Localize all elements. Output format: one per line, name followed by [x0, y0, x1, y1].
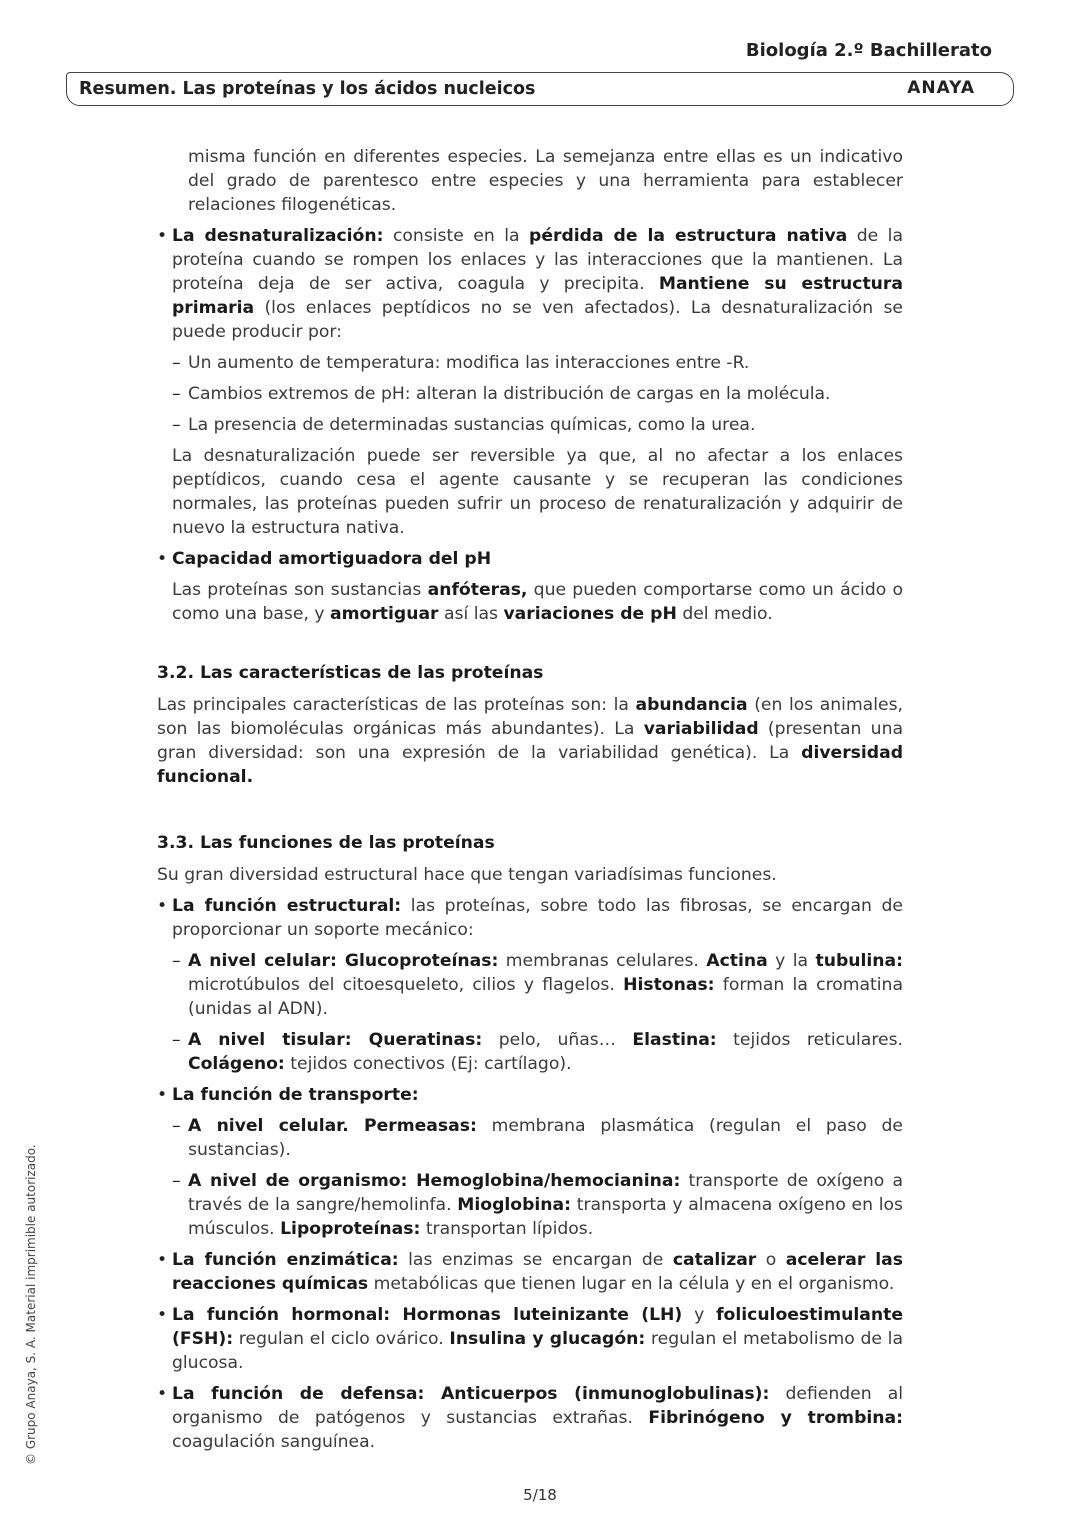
text: microtúbulos del citoesqueleto, cilios y flagelos.	[188, 975, 624, 995]
bold-text: Lipoproteínas:	[280, 1219, 421, 1239]
bold-label: A nivel tisular: Queratinas:	[188, 1030, 483, 1050]
sec33-intro: Su gran diversidad estructural hace que tengan variadísimas funciones.	[157, 865, 777, 885]
text: del medio.	[676, 604, 773, 624]
dash-mark: –	[172, 1116, 181, 1136]
text: La presencia de determinadas sustancias químicas, como la urea.	[188, 415, 756, 435]
text: regulan el ciclo ovárico.	[233, 1329, 450, 1349]
dash-item	[157, 949, 903, 1021]
text: metabólicas que tienen lugar en la célula y en el organismo.	[368, 1274, 895, 1294]
dash-mark: –	[172, 1171, 181, 1191]
text: Las proteínas son sustancias	[172, 580, 428, 600]
dash-item	[157, 382, 903, 406]
text: transporte de oxígeno a través de la sangre/hemolinfa.	[188, 1171, 903, 1215]
bullet-amortiguadora	[157, 547, 903, 571]
publisher-logo: ANAYA	[907, 78, 975, 98]
text: regulan el metabolismo de la glucosa.	[172, 1329, 903, 1373]
text: que pueden comportarse como un ácido o como una base, y	[172, 580, 903, 624]
text: o	[756, 1250, 786, 1270]
dash-item	[157, 1169, 903, 1241]
dash-mark: –	[172, 384, 181, 404]
bold-text: catalizar	[672, 1250, 757, 1270]
text: las enzimas se encargan de	[398, 1250, 673, 1270]
bold-text: diversidad funcional.	[157, 743, 903, 787]
dash-item	[157, 413, 903, 437]
header-bar	[66, 72, 1014, 106]
text: así las	[438, 604, 504, 624]
bold-text: acelerar las reacciones químicas	[172, 1250, 904, 1294]
bullet-enzimatica	[157, 1248, 903, 1296]
bold-label: A nivel celular: Glucoproteínas:	[188, 951, 499, 971]
text: (presentan una gran diversidad: son una expresión de la variabilidad genética). La	[157, 719, 903, 763]
bold-text: variaciones de pH	[503, 604, 677, 624]
bold-text: Fibrinógeno y trombina:	[648, 1408, 903, 1428]
bold-text: tubulina:	[815, 951, 903, 971]
copyright-notice: © Grupo Anaya, S. A. Material imprimible autorizado.	[24, 1144, 38, 1465]
bullet-estructural	[157, 894, 903, 942]
page-number: 5/18	[523, 1486, 557, 1504]
bold-label: La función estructural:	[172, 896, 402, 916]
text: pelo, uñas…	[482, 1030, 633, 1050]
bullet-defensa	[157, 1382, 903, 1454]
bold-label: La función de transporte:	[172, 1085, 419, 1105]
bold-label: A nivel de organismo: Hemoglobina/hemocianina:	[188, 1171, 681, 1191]
desnat-paragraph: La desnaturalización puede ser reversible ya que, al no afectar a los enlaces peptídicos, cuando cesa el agente causante y se recuperan las condiciones normales, las proteínas pueden sufrir un proceso de renaturalización y adquirir de nuevo la estructura nativa.	[172, 446, 903, 538]
page-title: Resumen. Las proteínas y los ácidos nucleicos	[79, 79, 536, 99]
dash-mark: –	[172, 1030, 181, 1050]
continued-paragraph: misma función en diferentes especies. La semejanza entre ellas es un indicativo del grado de parentesco entre especies y una herramienta para establecer relaciones filogenéticas.	[188, 147, 903, 215]
bold-label: La función enzimática:	[172, 1250, 399, 1270]
bold-label: A nivel celular. Permeasas:	[188, 1116, 477, 1136]
text: Las principales características de las proteínas son: la	[157, 695, 636, 715]
dash-mark: –	[172, 951, 181, 971]
text: y	[682, 1305, 717, 1325]
text: las proteínas, sobre todo las fibrosas, se encargan de proporcionar un soporte mecánico:	[172, 896, 903, 940]
dash-item	[157, 1114, 903, 1162]
bold-text: Insulina y glucagón:	[449, 1329, 646, 1349]
section-heading-3-3: 3.3. Las funciones de las proteínas	[157, 833, 495, 853]
dash-item	[157, 1028, 903, 1076]
text: Cambios extremos de pH: alteran la distribución de cargas en la molécula.	[188, 384, 831, 404]
text: membrana plasmática (regulan el paso de sustancias).	[188, 1116, 903, 1160]
bold-label: La desnaturalización:	[172, 226, 384, 246]
dash-mark: –	[172, 415, 181, 435]
bold-text: amortiguar	[330, 604, 439, 624]
bold-text: Actina	[706, 951, 768, 971]
bold-text: Mantiene su estructura primaria	[172, 274, 903, 318]
text: transportan lípidos.	[420, 1219, 594, 1239]
text: Un aumento de temperatura: modifica las interacciones entre -R.	[188, 353, 750, 373]
dash-item	[157, 351, 903, 375]
bold-text: variabilidad	[643, 719, 759, 739]
course-label: Biología 2.º Bachillerato	[745, 40, 992, 61]
bold-label: La función hormonal: Hormonas luteinizante (LH)	[172, 1305, 683, 1325]
text: transporta y almacena oxígeno en los músculos.	[188, 1195, 903, 1239]
bullet-desnaturalizacion	[157, 224, 903, 344]
text: consiste en la	[383, 226, 530, 246]
text: (los enlaces peptídicos no se ven afectados). La desnaturalización se puede producir por:	[172, 298, 903, 342]
bold-text: Elastina:	[632, 1030, 717, 1050]
bold-label: La función de defensa: Anticuerpos (inmunoglobulinas):	[172, 1384, 770, 1404]
bold-text: anfóteras,	[427, 580, 528, 600]
bold-text: Mioglobina:	[457, 1195, 571, 1215]
bold-text: abundancia	[635, 695, 748, 715]
section-heading-3-2: 3.2. Las características de las proteínas	[157, 663, 544, 683]
text: defienden al organismo de patógenos y sustancias extrañas.	[172, 1384, 904, 1428]
text: forman la cromatina (unidas al ADN).	[188, 975, 903, 1019]
bullet-hormonal	[157, 1303, 903, 1375]
text: coagulación sanguínea.	[172, 1432, 376, 1452]
text: de la proteína cuando se rompen los enlaces y las interacciones que la mantienen. La proteína deja de ser activa, coagula y precipita.	[172, 226, 903, 294]
text: (en los animales, son las biomoléculas orgánicas más abundantes). La	[157, 695, 903, 739]
text: y la	[767, 951, 816, 971]
bold-label: Capacidad amortiguadora del pH	[172, 549, 492, 569]
bold-text: foliculoestimulante (FSH):	[172, 1305, 903, 1349]
text: tejidos conectivos (Ej: cartílago).	[284, 1054, 572, 1074]
document-body	[157, 145, 903, 1461]
bold-text: Colágeno:	[188, 1054, 285, 1074]
dash-mark: –	[172, 353, 181, 373]
sec32-paragraph	[157, 693, 903, 789]
bold-text: pérdida de la estructura nativa	[529, 226, 848, 246]
amort-paragraph	[157, 578, 903, 626]
bold-text: Histonas:	[623, 975, 715, 995]
text: membranas celulares.	[498, 951, 707, 971]
text: tejidos reticulares.	[716, 1030, 903, 1050]
bullet-transporte	[157, 1083, 903, 1107]
